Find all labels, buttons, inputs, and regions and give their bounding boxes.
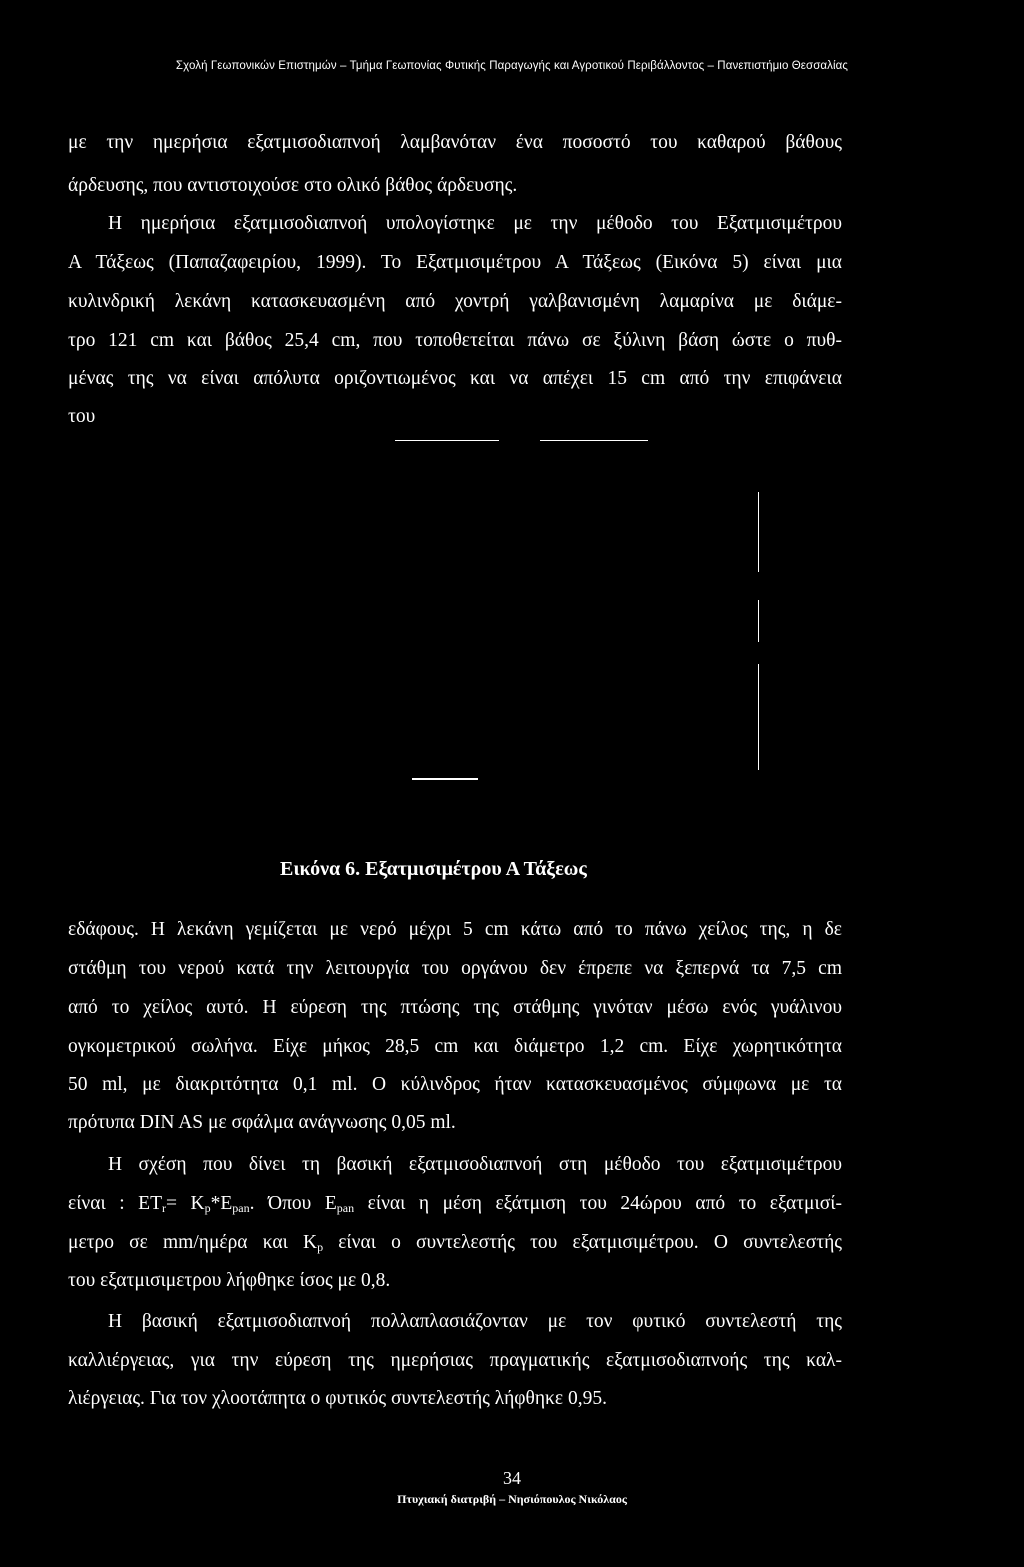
figure-caption: Εικόνα 6. Εξατμισιμέτρου Α Τάξεως <box>280 858 587 880</box>
formula-text: . Όπου E <box>249 1193 337 1214</box>
body-line: Η σχέση που δίνει τη βασική εξατμισοδιαπνοή στη μέθοδο του εξατμισιμέτρου <box>108 1154 842 1175</box>
body-line: τρο 121 cm και βάθος 25,4 cm, που τοποθετείται πάνω σε ξύλινη βάση ώστε ο πυθ- <box>68 330 842 351</box>
body-line: του εξατμισιμετρου λήφθηκε ίσος με 0,8. <box>68 1270 391 1291</box>
body-line: εδάφους. Η λεκάνη γεμίζεται με νερό μέχρι 5 cm κάτω από το πάνω χείλος της, η δε <box>68 919 842 940</box>
formula-subscript: p <box>317 1240 324 1254</box>
formula-subscript: p <box>204 1201 211 1215</box>
body-line: πρότυπα DIN AS με σφάλμα ανάγνωσης 0,05 ml. <box>68 1112 456 1133</box>
page-number: 34 <box>503 1468 521 1488</box>
body-line: Α Τάξεως (Παπαζαφειρίου, 1999). Το Εξατμισιμέτρου Α Τάξεως (Εικόνα 5) είναι μια <box>68 252 842 273</box>
running-header: Σχολή Γεωπονικών Επιστημών – Τμήμα Γεωπονίας Φυτικής Παραγωγής και Αγροτικού Περιβάλλοντος – Πανεπιστήμιο Θεσσαλίας <box>175 60 849 72</box>
formula-text: είναι : ET <box>68 1193 162 1214</box>
figure-edge <box>540 440 648 441</box>
formula-text: *E <box>210 1193 233 1214</box>
body-line: ογκομετρικού σωλήνα. Είχε μήκος 28,5 cm και διάμετρο 1,2 cm. Είχε χωρητικότητα <box>68 1036 842 1057</box>
body-line: του <box>68 406 96 427</box>
figure-edge <box>758 492 759 572</box>
formula-subscript: r <box>162 1201 166 1215</box>
figure-edge <box>758 664 759 770</box>
formula-subscript: pan <box>232 1201 250 1215</box>
formula-text: = K <box>166 1193 205 1214</box>
body-line: μένας της να είναι απόλυτα οριζοντιωμένος και να απέχει 15 cm από την επιφάνεια <box>68 368 842 389</box>
body-line: στάθμη του νερού κατά την λειτουργία του οργάνου δεν έπρεπε να ξεπερνά τα 7,5 cm <box>68 958 842 979</box>
body-line <box>68 1231 842 1255</box>
body-line: λιέργειας. Για τον χλοοτάπητα ο φυτικός συντελεστής λήφθηκε 0,95. <box>68 1388 607 1409</box>
body-text: μετρο σε mm/ημέρα και K <box>68 1232 318 1253</box>
body-text: είναι ο συντελεστής του εξατμισιμέτρου. Ο συντελεστής <box>323 1232 842 1253</box>
body-line: με την ημερήσια εξατμισοδιαπνοή λαμβανόταν ένα ποσοστό του καθαρού βάθους <box>68 132 842 153</box>
running-footer: Πτυχιακή διατριβή – Νησιόπουλος Νικόλαος <box>397 1492 627 1506</box>
body-line: από το χείλος αυτό. Η εύρεση της πτώσης της στάθμης γινόταν μέσω ενός γυάλινου <box>68 997 842 1018</box>
figure-edge <box>412 778 478 780</box>
body-line: άρδευσης, που αντιστοιχούσε στο ολικό βάθος άρδευσης. <box>68 175 518 196</box>
formula-text: είναι η μέση εξάτμιση του 24ώρου από το εξατμισί- <box>354 1193 842 1214</box>
body-line: καλλιέργειας, για την εύρεση της ημερήσιας πραγματικής εξατμισοδιαπνοής της καλ- <box>68 1350 842 1371</box>
body-line: 50 ml, με διακριτότητα 0,1 ml. Ο κύλινδρος ήταν κατασκευασμένος σύμφωνα με τα <box>68 1074 842 1095</box>
figure-edge <box>395 440 499 441</box>
formula-line <box>68 1192 842 1216</box>
figure-edge <box>758 600 759 642</box>
formula-subscript: pan <box>336 1201 355 1215</box>
body-line: κυλινδρική λεκάνη κατασκευασμένη από χοντρή γαλβανισμένη λαμαρίνα με διάμε- <box>68 291 842 312</box>
body-line: Η ημερήσια εξατμισοδιαπνοή υπολογίστηκε με την μέθοδο του Εξατμισιμέτρου <box>108 213 842 234</box>
body-line: Η βασική εξατμισοδιαπνοή πολλαπλασιάζονταν με τον φυτικό συντελεστή της <box>108 1311 842 1332</box>
